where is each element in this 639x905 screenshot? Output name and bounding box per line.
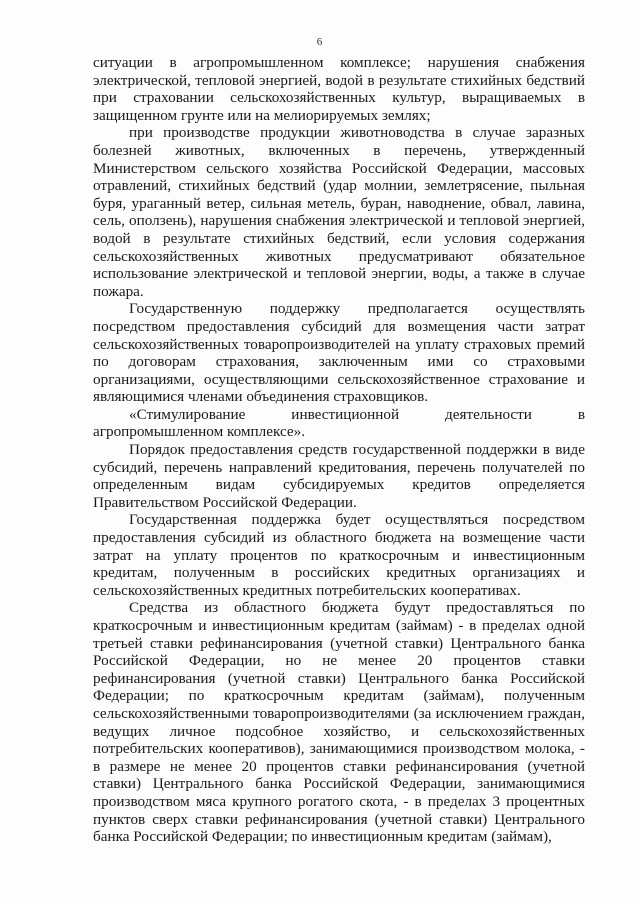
page-number: 6 (316, 36, 323, 48)
paragraph: ситуации в агропромышленном комплексе; нарушения снабжения электрической, тепловой энергией, водой в результате стихийных бедствий при страховании сельскохозяйственных культур, выращиваемых в защищенном грунте или на мелиорируемых землях; (93, 54, 585, 124)
body-text (93, 54, 585, 846)
paragraph: Государственная поддержка будет осуществляться посредством предоставления субсидий из областного бюджета на возмещение части затрат на уплату процентов по краткосрочным и инвестиционным кредитам, полученным в российских кредитных организациях и сельскохозяйственных кредитных потребительских кооперативах. (93, 511, 585, 599)
paragraph: при производстве продукции животноводства в случае заразных болезней животных, включенных в перечень, утвержденный Министерством сельского хозяйства Российской Федерации, массовых отравлений, стихийных бедствий (удар молнии, землетрясение, пыльная буря, ураганный ветер, сильная метель, буран, наводнение, обвал, лавина, сель, оползень), нарушения снабжения электрической и тепловой энергией, водой в результате стихийных бедствий, если условия содержания сельскохозяйственных животных предусматривают обязательное использование электрической и тепловой энергии, воды, а также в случае пожара. (93, 124, 585, 300)
paragraph: Порядок предоставления средств государственной поддержки в виде субсидий, перечень направлений кредитования, перечень получателей по определенным видам субсидируемых кредитов определяется Правительством Российской Федерации. (93, 441, 585, 511)
paragraph: «Стимулирование инвестиционной деятельности в агропромышленном комплексе». (93, 405, 585, 441)
paragraph: Государственную поддержку предполагается осуществлять посредством предоставления субсидий для возмещения части затрат сельскохозяйственных товаропроизводителей на уплату страховых премий по договорам страхования, заключенным ими со страховыми организациями, осуществляющими сельскохозяйственное страхование и являющимися членами объединения страховщиков. (93, 300, 585, 406)
paragraph: Средства из областного бюджета будут предоставляться по краткосрочным и инвестиционным кредитам (займам) - в пределах одной третьей ставки рефинансирования (учетной ставки) Центрального банка Российской Федерации, но не менее 20 процентов ставки рефинансирования (учетной ставки) Центрального банка Российской Федерации; по краткосрочным кредитам (займам), полученным сельскохозяйственными товаропроизводителями (за исключением граждан, ведущих личное подсобное хозяйство, и сельскохозяйственных потребительских кооперативов), занимающимися производством молока, - в размере не менее 20 процентов ставки рефинансирования (учетной ставки) Центрального банка Российской Федерации, занимающимися производством мяса крупного рогатого скота, - в пределах 3 процентных пунктов сверх ставки рефинансирования (учетной ставки) Центрального банка Российской Федерации; по инвестиционным кредитам (займам), (93, 599, 585, 846)
